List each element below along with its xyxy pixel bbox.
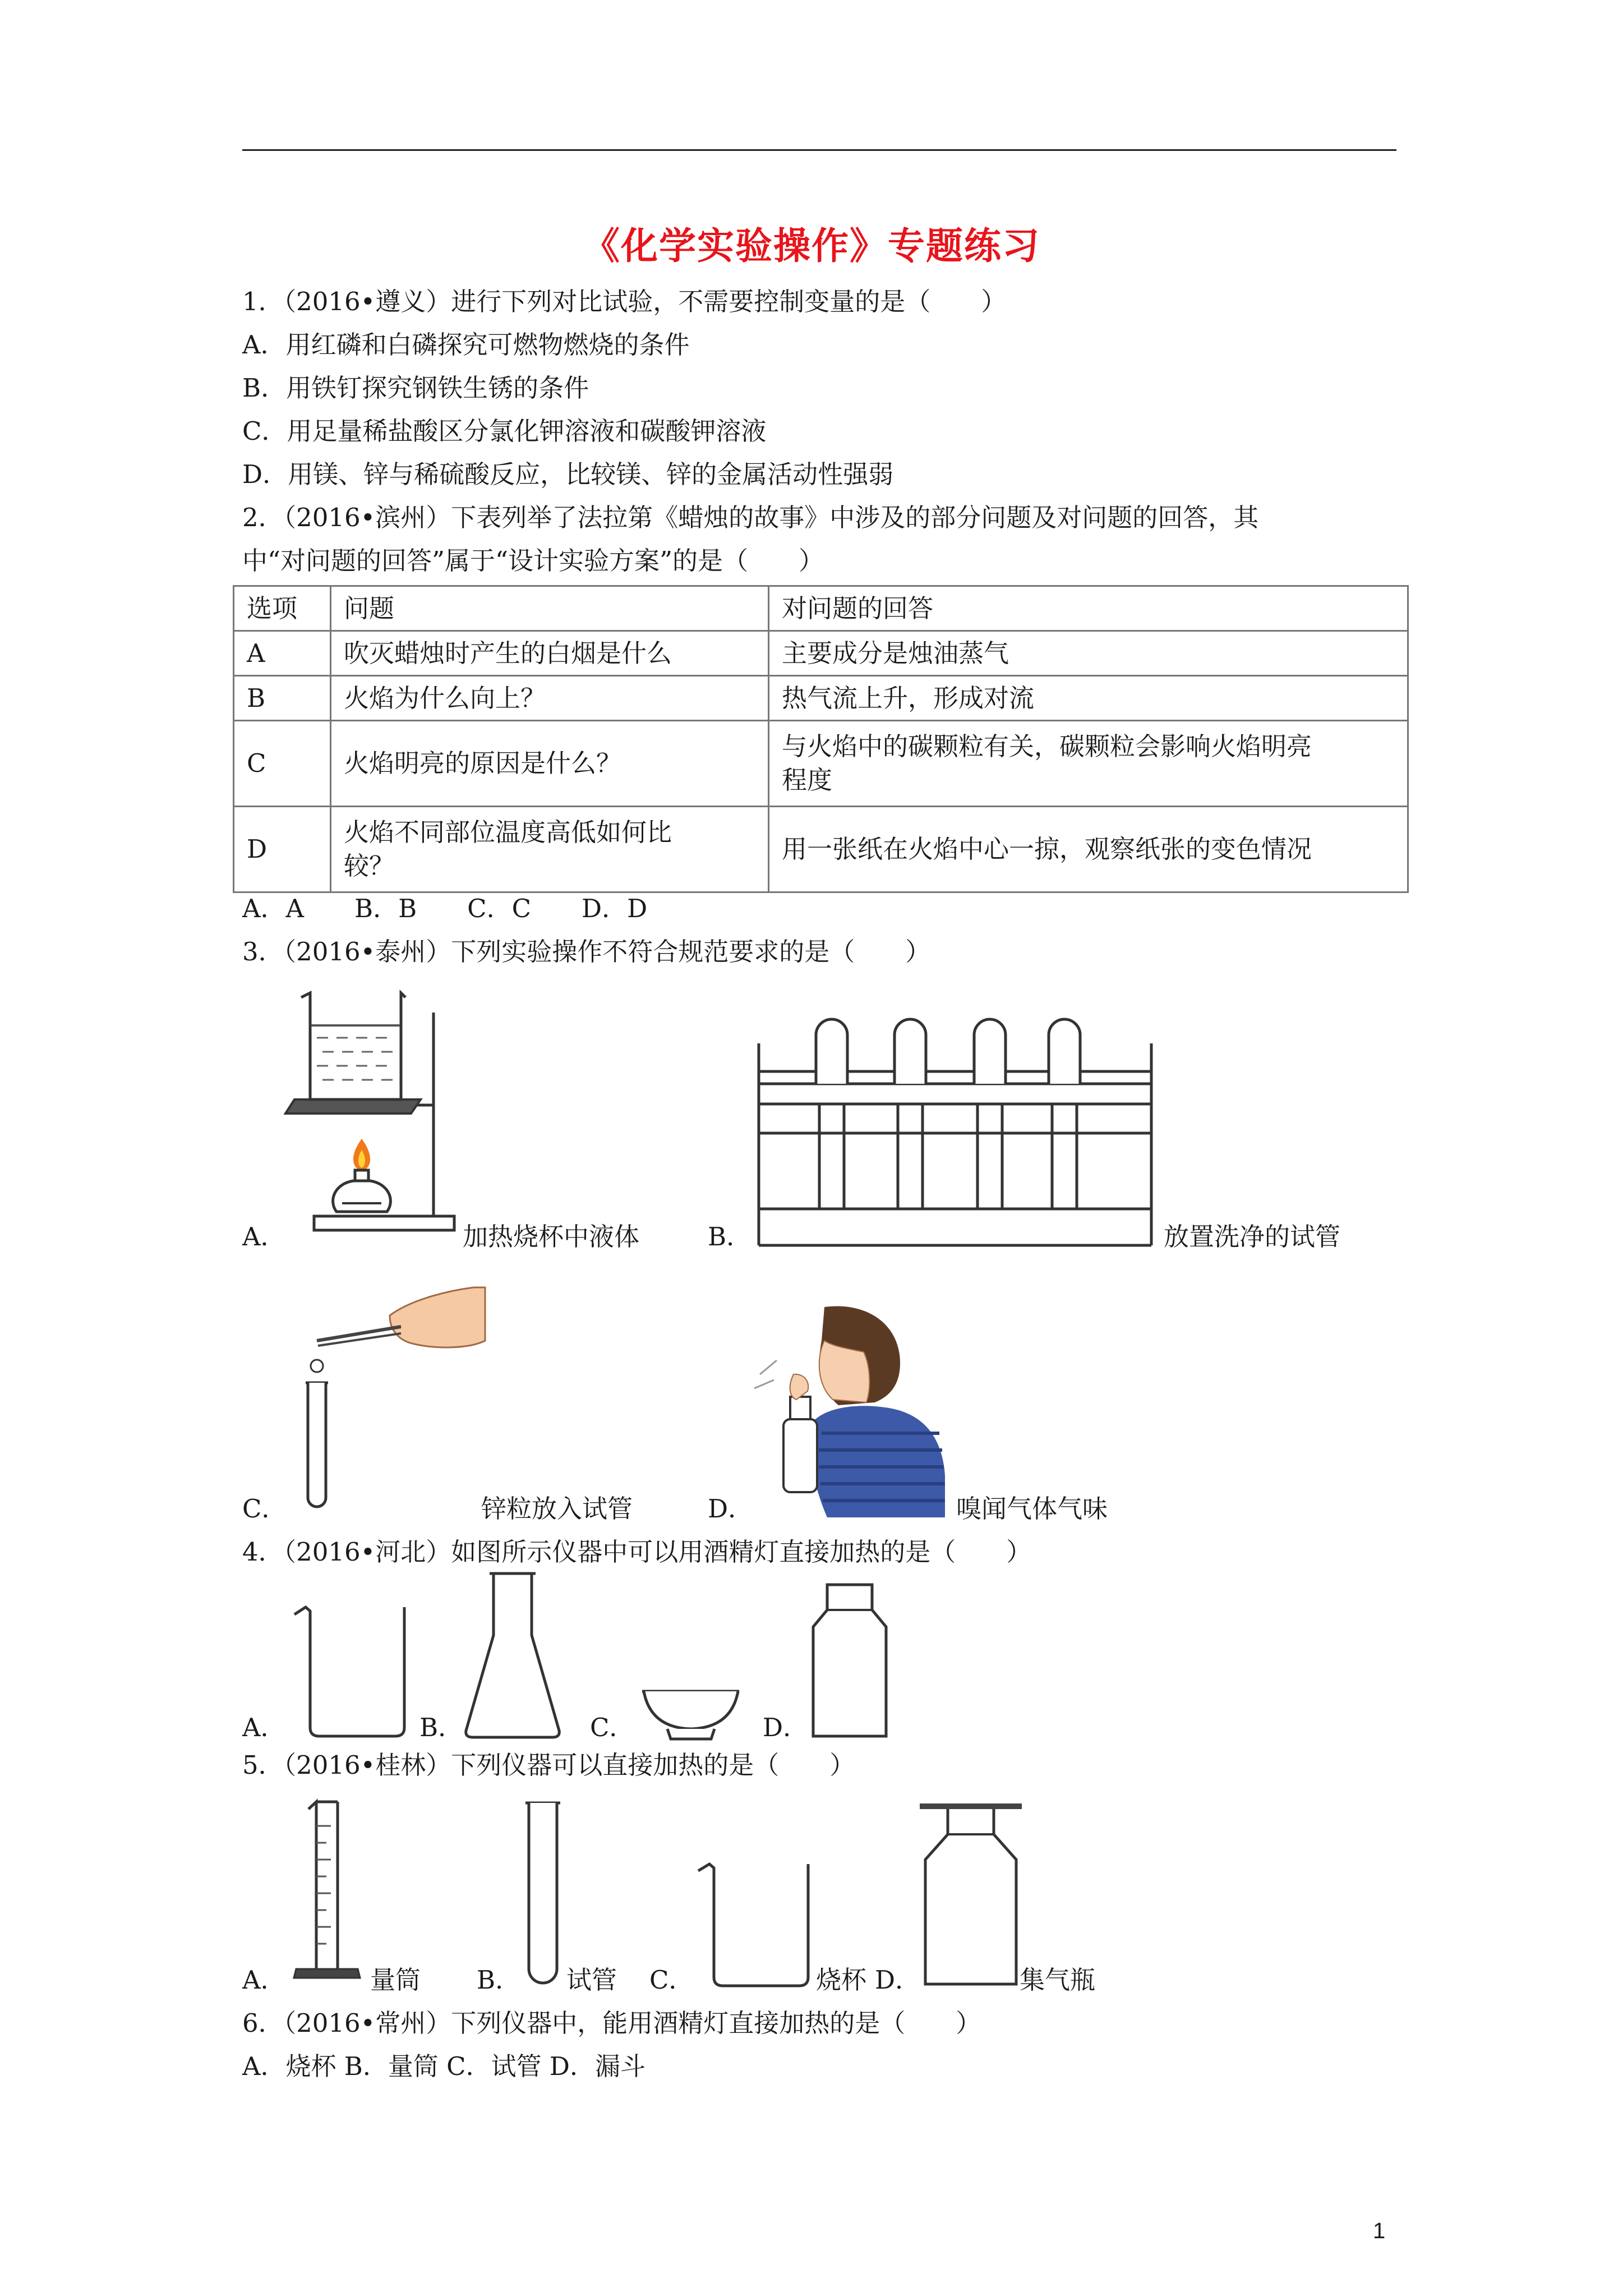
test-tube-rack-illustration: [754, 1021, 1158, 1251]
q3-d-caption: 嗅闻气体气味: [956, 1494, 1108, 1524]
q3-c-letter: C．: [242, 1494, 287, 1524]
table-cell-option: C: [234, 721, 331, 807]
q5-c-letter: C．: [649, 1965, 694, 1995]
q5-c-caption: 烧杯: [816, 1965, 867, 1995]
q6-stem: 6．（2016•常州）下列仪器中，能用酒精灯直接加热的是（ ）: [242, 2008, 981, 2038]
page-number: 1: [1373, 2219, 1386, 2243]
q3-b-letter: B．: [708, 1222, 752, 1251]
table-cell-answer: 主要成分是烛油蒸气: [769, 631, 1408, 676]
inverted-test-tubes: [816, 1019, 1080, 1084]
q2-choices: A．A B．B C．C D．D: [242, 894, 648, 923]
beaker-icon: [698, 1862, 816, 1991]
evaporating-dish-icon: [639, 1683, 743, 1745]
table-row: [234, 807, 1408, 892]
table-cell-question: 吹灭蜡烛时产生的白烟是什么: [331, 631, 769, 676]
table-cell-question: 火焰明亮的原因是什么？: [331, 721, 769, 807]
q4-letter-d: D．: [763, 1713, 809, 1742]
q3-b-caption: 放置洗净的试管: [1164, 1222, 1341, 1251]
q2-stem-line2: 中“对问题的回答”属于“设计实验方案”的是（ ）: [242, 546, 824, 576]
table-header-row: [234, 586, 1408, 631]
beaker-icon: [294, 1604, 412, 1742]
graduated-cylinder-icon: [292, 1801, 376, 1986]
question-line: 较？: [344, 851, 395, 881]
q5-b-caption: 试管: [566, 1965, 617, 1995]
table-header-cell: 选项: [234, 586, 331, 631]
q4-stem: 4．（2016•河北）如图所示仪器中可以用酒精灯直接加热的是（ ）: [242, 1537, 1032, 1567]
q6-choices: A．烧杯 B．量筒 C．试管 D．漏斗: [242, 2051, 645, 2081]
q3-c-caption: 锌粒放入试管: [481, 1494, 633, 1524]
table-row: [234, 631, 1408, 676]
q4-letter-a: A．: [242, 1713, 286, 1742]
q1-stem: 1．（2016•遵义）进行下列对比试验，不需要控制变量的是（ ）: [242, 287, 1007, 316]
q3-a-letter: A．: [242, 1222, 286, 1251]
q2-table: [233, 585, 1409, 893]
q5-a-letter: A．: [242, 1965, 286, 1995]
question-line: 火焰不同部位温度高低如何比: [344, 817, 672, 847]
table-cell-question: [331, 807, 769, 892]
wide-mouth-bottle-icon: [810, 1585, 895, 1742]
q3-d-letter: D．: [708, 1494, 754, 1524]
q5-b-letter: B．: [477, 1965, 521, 1995]
table-cell-question: 火焰为什么向上？: [331, 676, 769, 721]
q3-stem: 3．（2016•泰州）下列实验操作不符合规范要求的是（ ）: [242, 937, 931, 967]
answer-line: 程度: [782, 765, 833, 795]
q3-a-caption: 加热烧杯中液体: [463, 1222, 640, 1251]
q2-stem-line1: 2．（2016•滨州）下表列举了法拉第《蜡烛的故事》中涉及的部分问题及对问题的回答，其: [242, 503, 1259, 532]
table-cell-option: A: [234, 631, 331, 676]
table-cell-answer: [769, 721, 1408, 807]
answer-line: 与火焰中的碳颗粒有关，碳颗粒会影响火焰明亮: [782, 731, 1312, 761]
q4-letter-b: B．: [419, 1713, 464, 1742]
q5-a-caption: 量筒: [370, 1965, 421, 1995]
table-cell-answer: 用一张纸在火焰中心一掠，观察纸张的变色情况: [769, 807, 1408, 892]
table-cell-answer: 热气流上升，形成对流: [769, 676, 1408, 721]
erlenmeyer-flask-icon: [463, 1573, 564, 1742]
q1-option-c: C．用足量稀盐酸区分氯化钾溶液和碳酸钾溶液: [242, 416, 767, 446]
tweezers-zinc-illustration: [306, 1287, 485, 1517]
beaker-heating-illustration: [283, 987, 468, 1234]
q1-option-b: B．用铁钉探究钢铁生锈的条件: [242, 373, 589, 403]
page-title: 《化学实验操作》专题练习: [583, 224, 1040, 268]
table-cell-option: D: [234, 807, 331, 892]
smelling-gas-illustration: [754, 1307, 951, 1517]
table-row: [234, 676, 1408, 721]
q5-d-letter: D．: [875, 1965, 921, 1995]
table-row: [234, 721, 1408, 807]
gas-collecting-bottle-icon: [920, 1803, 1023, 1989]
q1-option-d: D．用镁、锌与稀硫酸反应，比较镁、锌的金属活动性强弱: [242, 459, 894, 489]
q1-option-a: A．用红磷和白磷探究可燃物燃烧的条件: [242, 330, 690, 360]
q4-letter-c: C．: [590, 1713, 635, 1742]
test-tube-icon: [524, 1801, 564, 1989]
table-header-cell: 问题: [331, 586, 769, 631]
q5-d-caption: 集气瓶: [1020, 1965, 1096, 1995]
q5-stem: 5．（2016•桂林）下列仪器可以直接加热的是（ ）: [242, 1750, 855, 1780]
header-rule: [242, 149, 1396, 151]
table-header-cell: 对问题的回答: [769, 586, 1408, 631]
table-cell-option: B: [234, 676, 331, 721]
